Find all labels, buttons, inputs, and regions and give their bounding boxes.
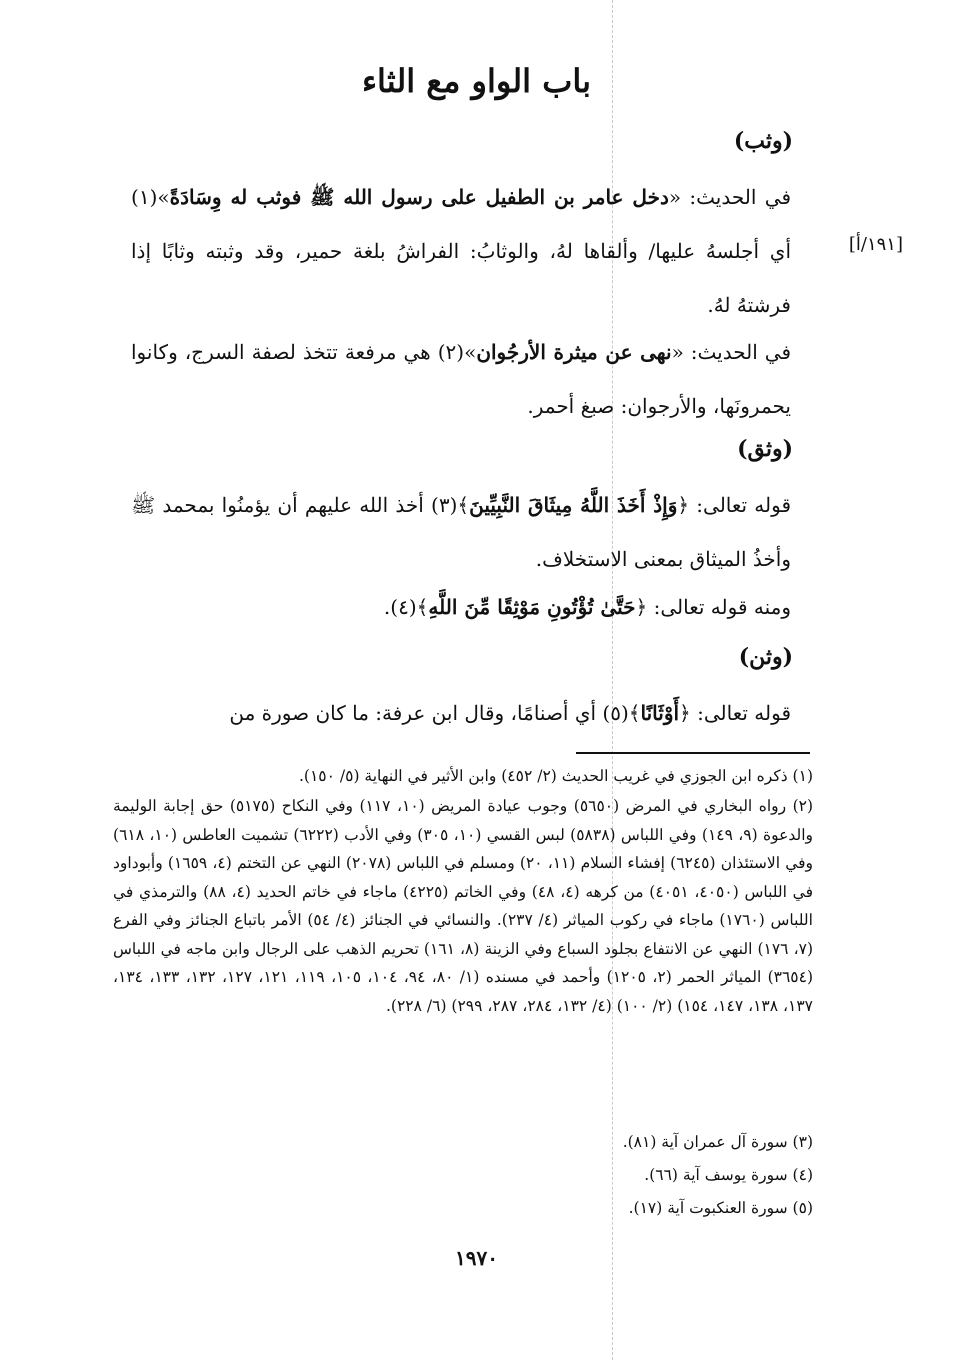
quran-quote: أَوْثَانًا (640, 701, 680, 725)
entry-heading-wathaq: (وثق) (737, 436, 793, 462)
footnote-separator (576, 752, 810, 754)
footnote-5: (٥) سورة العنكبوت آية (١٧). (628, 1199, 813, 1217)
entry-heading-wathan: (وثن) (738, 644, 793, 670)
page-number: ١٩٧٠ (455, 1246, 498, 1270)
quran-quote: وَإِذْ أَخَذَ اللَّهُ مِيثَاقَ النَّبِيِّينَ (469, 493, 678, 517)
entry-heading-wathab: (وثب) (733, 128, 793, 154)
footnote-2: (٢) رواه البخاري في المرض (٥٦٥٠) وجوب عيادة المريض (١٠، ١١٧) وفي النكاح (٥١٧٥) حق إجابة الوليمة والدعوة (٩، ١٤٩) وفي اللباس (٥٨٣٨) لبس القسي (١٠، ٣٠٥) وفي الأدب (٦٢٢٢) تشميت العاطس (١٠، ٦١٨) وفي الاستئذان (٦٢٤٥) إفشاء السلام (١١، ٢٠) ومسلم في اللباس (٢٠٧٨) النهي عن التختم (٤، ١٦٥٩) وأبوداود في اللباس (٤٠٥٠، ٤٠٥١) من كرهه (٤، ٤٨) وفي الخاتم (٤٢٢٥) ماجاء في خاتم الحديد (٤، ٨٨) والترمذي في اللباس (١٧٦٠) ماجاء في ركوب المياثر (٤/ ٢٣٧). والنسائي في الجنائز (٤/ ٥٤) الأمر باتباع الجنائز وفي الفرع (٧، ١٧٦) النهي عن الانتفاع بجلود السباع وفي الزينة (٨، ١٦١) تحريم الذهب على الرجال وابن ماجه في اللباس (٣٦٥٤) المياثر الحمر (٢، ١٢٠٥) وأحمد في مسنده (١/ ٨٠، ٩٤، ١٠٤، ١٠٥، ١١٩، ١٢١، ١٢٧، ١٣٢، ١٣٣، ١٣٤، ١٣٧، ١٣٨، ١٤٧، ١٥٤) (٢/ ١٠٠) (٤/ ١٣٢، ٢٨٤، ٢٨٧، ٢٩٩) (٦/ ٢٢٨). (113, 797, 814, 1015)
paragraph-body: ﴾(٥) أي أصنامًا، وقال ابن عرفة: ما كان صورة من (229, 701, 641, 725)
chapter-title: باب الواو مع الثاء (362, 62, 591, 100)
manuscript-folio-marker: [١٩١/أ] (848, 234, 903, 255)
paragraph-ayah-mithaq (131, 478, 791, 586)
paragraph-lead: في الحديث: « (668, 185, 792, 209)
hadith-quote: دخل عامر بن الطفيل على رسول الله ﷺ فوثب له وِسَادَةً (169, 185, 669, 209)
footnote-4: (٤) سورة يوسف آية (٦٦). (644, 1166, 813, 1184)
paragraph-body: ﴾(٤). (383, 595, 429, 619)
paragraph-hadith-amir (131, 170, 791, 332)
paragraph-body: ﴾(٣) أخذ الله عليهم أن يؤمنُوا بمحمد ﷺ وأخذُ الميثاق بمعنى الاستخلاف. (131, 493, 791, 571)
paragraph-lead: في الحديث: « (671, 340, 791, 364)
paragraph-lead: ومنه قوله تعالى: ﴿ (635, 595, 791, 619)
paragraph-ayah-awthan (131, 686, 791, 740)
hadith-quote: نهى عن ميثرة الأرجُوان (476, 340, 672, 364)
paragraph-body: »(٢) هي مرفعة تتخذ لصفة السرج، وكانوا يحمرونَها، والأرجوان: صبغ أحمر. (131, 340, 791, 418)
paragraph-body: »(١) أي أجلسهُ عليها/ وألقاها لهُ، والوثابُ: الفراشُ بلغة حمير، وقد وثبته وثابًا إذا فرشتهُ لهُ. (131, 185, 791, 317)
quran-quote: حَتَّىٰ تُؤْتُونِ مَوْثِقًا مِّنَ اللَّهِ (428, 595, 636, 619)
footnote-3: (٣) سورة آل عمران آية (٨١). (622, 1133, 813, 1151)
paragraph-lead: قوله تعالى: ﴿ (679, 701, 791, 725)
paragraph-hadith-mithara (131, 325, 791, 433)
paragraph-lead: قوله تعالى: ﴿ (677, 493, 792, 517)
footnote-1: (١) ذكره ابن الجوزي في غريب الحديث (٢/ ٤٥٢) وابن الأثير في النهاية (٥/ ١٥٠). (298, 767, 813, 785)
paragraph-ayah-mawthiq (131, 580, 791, 634)
